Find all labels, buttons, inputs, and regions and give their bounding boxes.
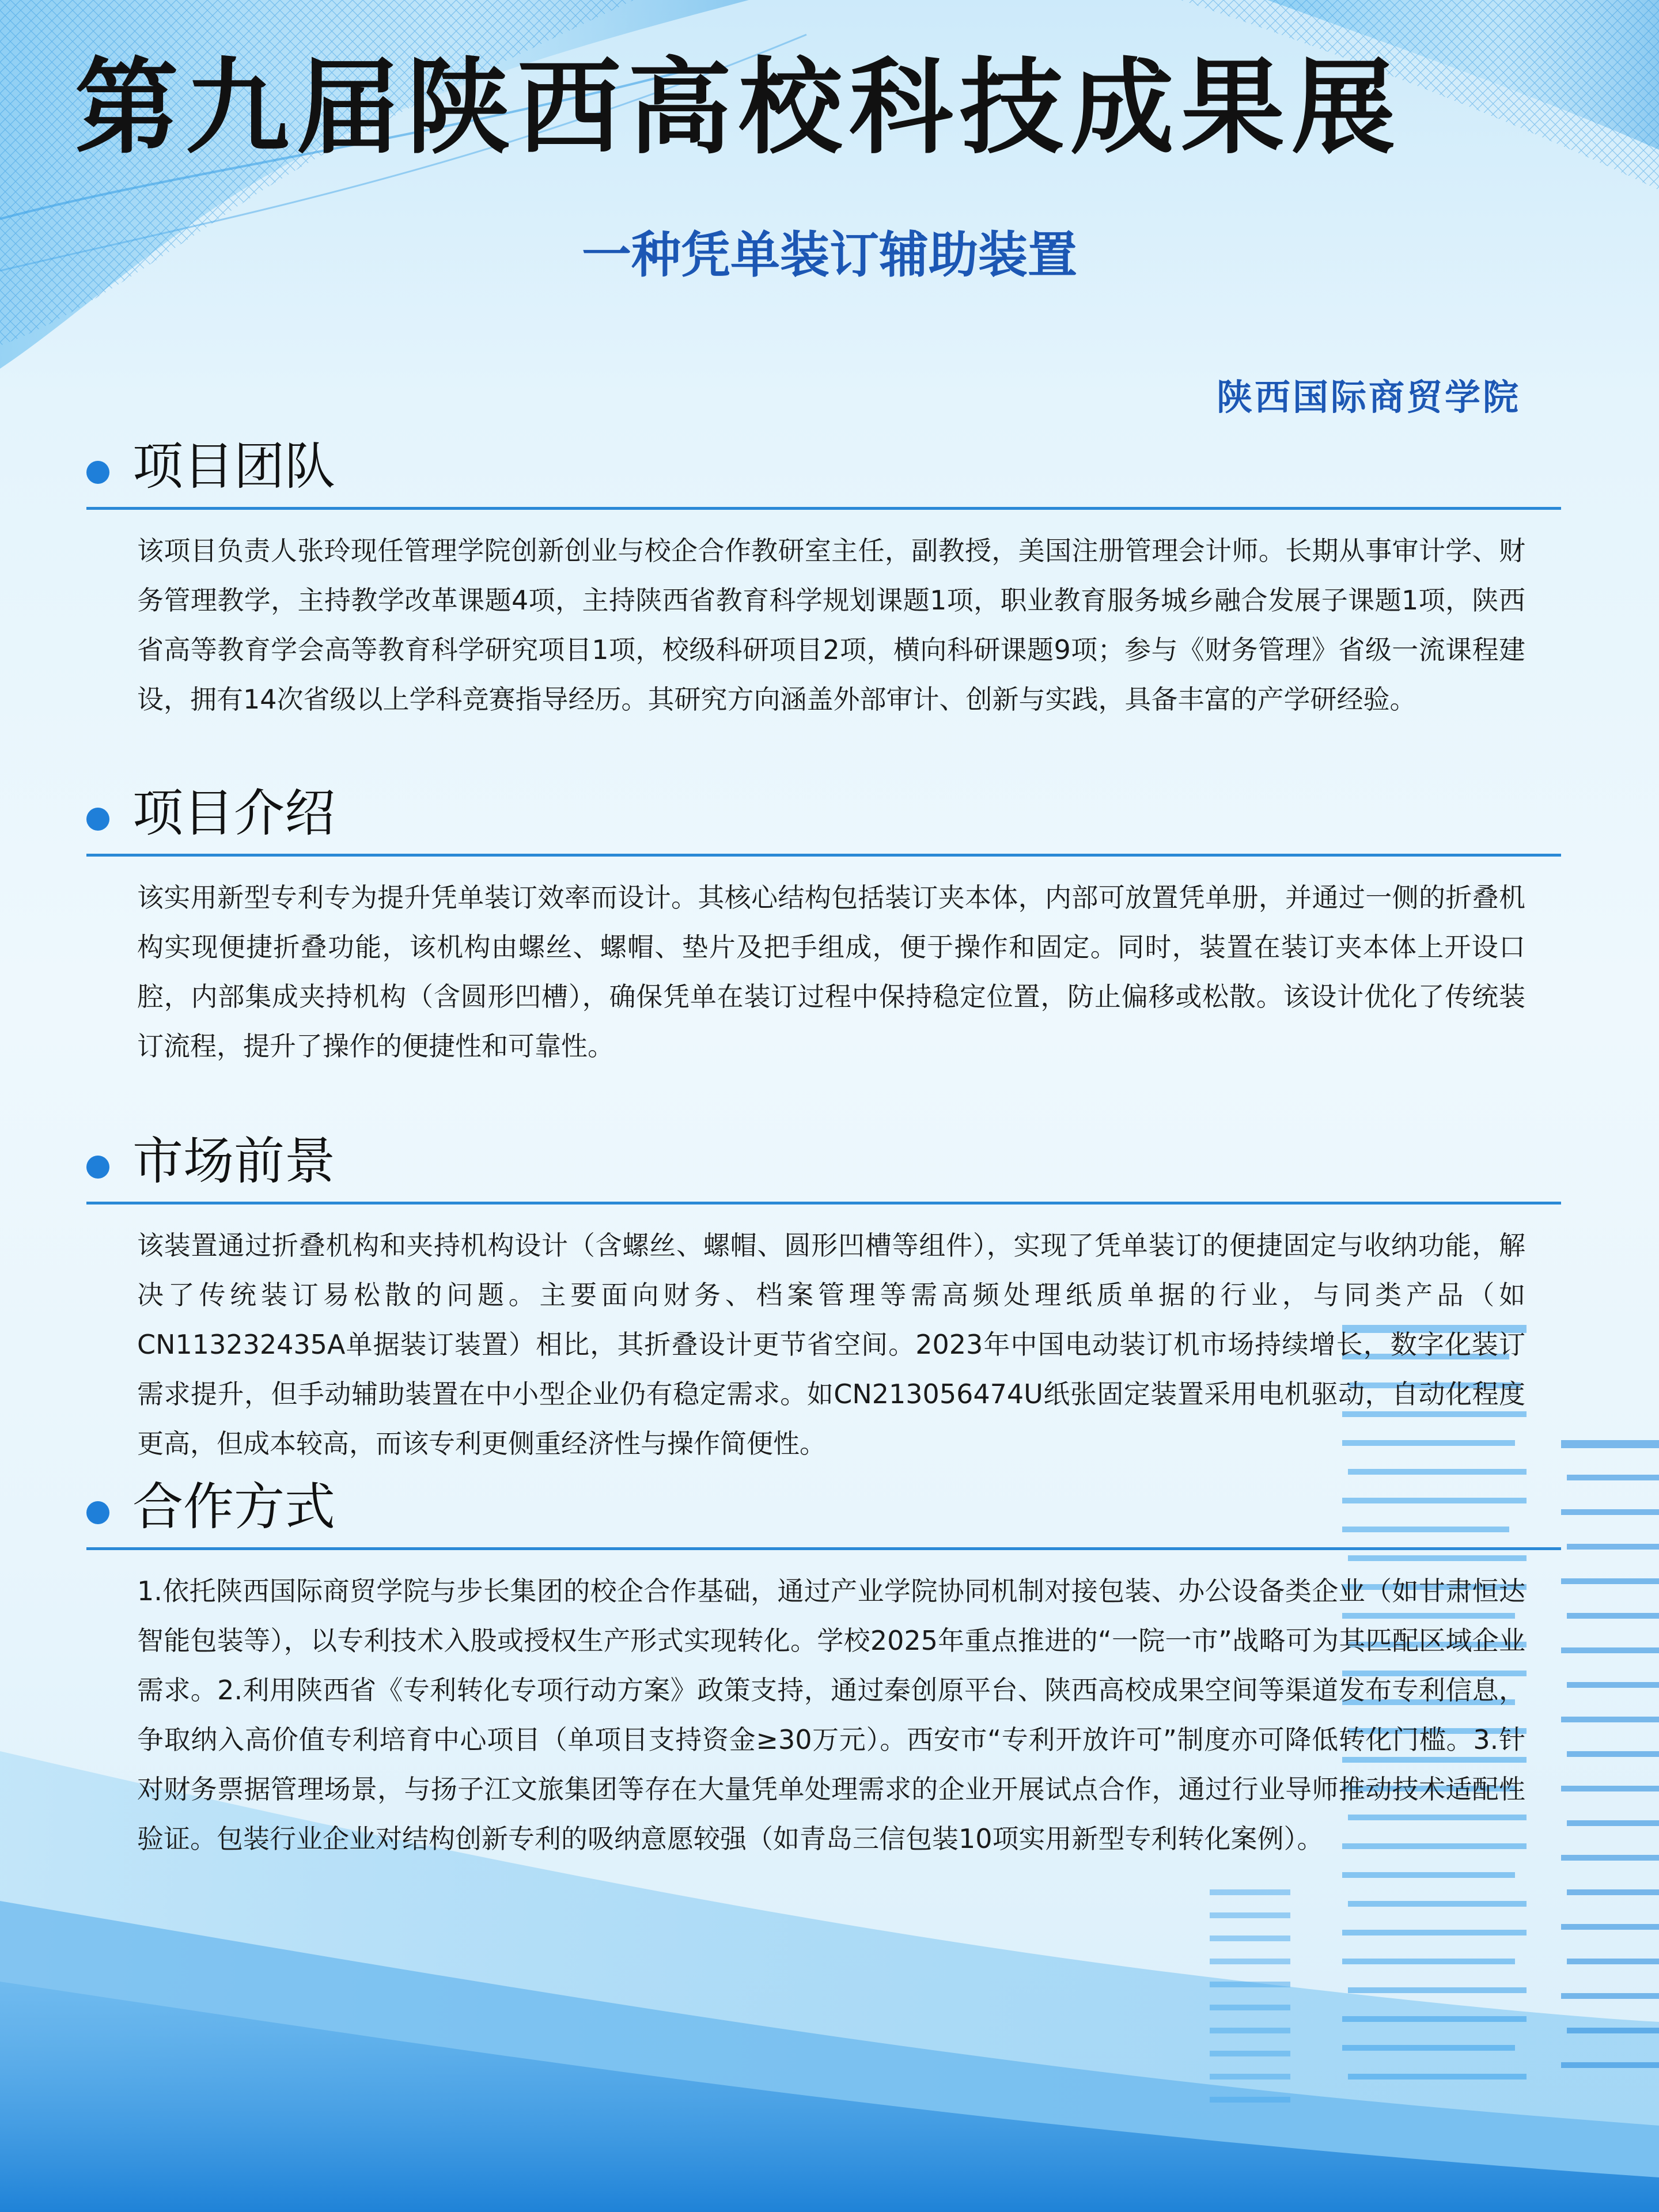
poster-subtitle: 一种凭单装订辅助装置 bbox=[582, 226, 1077, 284]
section-project-team bbox=[86, 432, 1561, 724]
bullet-dot-icon bbox=[86, 461, 109, 484]
section-body: 该项目负责人张玲现任管理学院创新创业与校企合作教研室主任，副教授，美国注册管理会计师。长期从事审计学、财务管理教学，主持教学改革课题4项，主持陕西省教育科学规划课题1项，职业教育服务城乡融合发展子课题1项，陕西省高等教育学会高等教育科学研究项目1项，校级科研项目2项，横向科研课题9项；参与《财务管理》省级一流课程建设，拥有14次省级以上学科竞赛指导经历。其研究方向涵盖外部审计、创新与实践，具备丰富的产学研经验。 bbox=[137, 535, 1525, 715]
poster-title: 第九届陕西高校科技成果展 bbox=[75, 47, 1403, 168]
section-title: 项目介绍 bbox=[132, 783, 336, 843]
section-body: 1.依托陕西国际商贸学院与步长集团的校企合作基础，通过产业学院协同机制对接包装、办公设备类企业（如甘肃恒达智能包装等），以专利技术入股或授权生产形式实现转化。学校2025年重点推进的“一院一市”战略可为其匹配区域企业需求。2.利用陕西省《专利转化专项行动方案》政策支持，通过秦创原平台、陕西高校成果空间等渠道发布专利信息，争取纳入高价值专利培育中心项目（单项目支持资金≥30万元）。西安市“专利开放许可”制度亦可降低转化门槛。3.针对财务票据管理场景，与扬子江文旅集团等存在大量凭单处理需求的企业开展试点合作，通过行业导师推动技术适配性验证。包装行业企业对结构创新专利的吸纳意愿较强（如青岛三信包装10项实用新型专利转化案例）。 bbox=[137, 1575, 1525, 1854]
bullet-dot-icon bbox=[86, 1156, 109, 1179]
section-project-intro bbox=[86, 779, 1561, 1071]
bullet-dot-icon bbox=[86, 808, 109, 831]
tall-tower-graphic bbox=[1561, 1440, 1659, 2068]
section-title: 市场前景 bbox=[132, 1131, 336, 1191]
section-header bbox=[86, 1472, 1561, 1550]
section-header bbox=[86, 1127, 1561, 1205]
institution-name: 陕西国际商贸学院 bbox=[1216, 376, 1521, 418]
section-title: 合作方式 bbox=[132, 1477, 336, 1536]
section-body: 该实用新型专利专为提升凭单装订效率而设计。其核心结构包括装订夹本体，内部可放置凭单册，并通过一侧的折叠机构实现便捷折叠功能，该机构由螺丝、螺帽、垫片及把手组成，便于操作和固定。同时，装置在装订夹本体上开设口腔，内部集成夹持机构（含圆形凹槽），确保凭单在装订过程中保持稳定位置，防止偏移或松散。该设计优化了传统装订流程，提升了操作的便捷性和可靠性。 bbox=[137, 882, 1525, 1062]
section-market-outlook bbox=[86, 1127, 1561, 1468]
section-header bbox=[86, 432, 1561, 510]
section-cooperation bbox=[86, 1472, 1561, 1863]
section-title: 项目团队 bbox=[132, 437, 336, 496]
bullet-dot-icon bbox=[86, 1501, 109, 1524]
section-body: 该装置通过折叠机构和夹持机构设计（含螺丝、螺帽、圆形凹槽等组件），实现了凭单装订的便捷固定与收纳功能，解决了传统装订易松散的问题。主要面向财务、档案管理等需高频处理纸质单据的行业，与同类产品（如CN113232435A单据装订装置）相比，其折叠设计更节省空间。2023年中国电动装订机市场持续增长，数字化装订需求提升，但手动辅助装置在中小型企业仍有稳定需求。如CN213056474U纸张固定装置采用电机驱动，自动化程度更高，但成本较高，而该专利更侧重经济性与操作简便性。 bbox=[137, 1230, 1525, 1459]
section-header bbox=[86, 779, 1561, 857]
